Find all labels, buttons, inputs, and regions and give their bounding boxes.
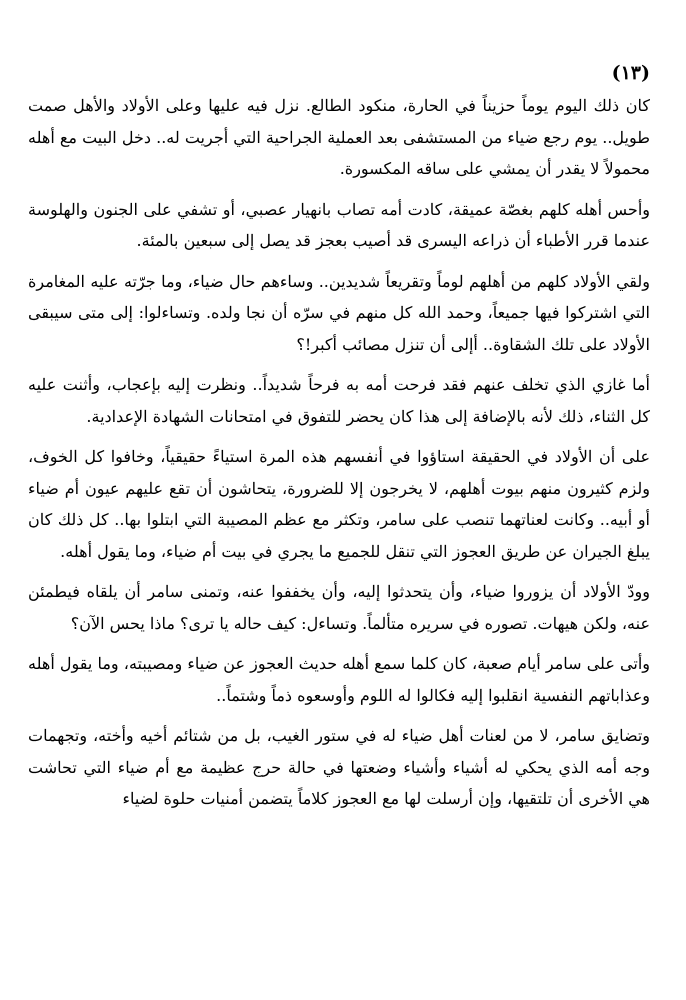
paragraph-7: وأتى على سامر أيام صعبة، كان كلما سمع أهله حديث العجوز عن ضياء ومصيبته، وما يقول أهله وعذاباتهم النفسية انقلبوا إليه فكالوا له اللوم وأوسعوه ذماً وشتماً..: [28, 654, 650, 705]
chapter-number: (١٣): [611, 62, 650, 84]
paragraph-1: كان ذلك اليوم يوماً حزيناً في الحارة، منكود الطالع. نزل فيه عليها وعلى الأولاد والأهل صمت طويل.. يوم رجع ضياء من المستشفى بعد العملية الجراحية التي أجريت له.. دخل البيت مع أهله محمولاً لا يقدر أن يمشي على ساقه المكسورة.: [28, 96, 651, 178]
paragraph-6: وودّ الأولاد أن يزوروا ضياء، وأن يتحدثوا إليه، وأن يخففوا عنه، وتمنى سامر أن يلقاه فيطمئن عنه، ولكن هيهات. تصوره في سريره متألماً. وتساءل: كيف حاله يا ترى؟ ماذا يحس الآن؟: [28, 582, 650, 633]
paragraph-2: وأحس أهله كلهم بغصّة عميقة، كادت أمه تصاب بانهيار عصبي، أو تشفي على الجنون والهلوسة عندما قرر الأطباء أن ذراعه اليسرى قد أصيب بعجز قد يصل إلى سبعين بالمئة.: [28, 199, 650, 250]
paragraph-3: ولقي الأولاد كلهم من أهلهم لوماً وتقريعاً شديدين.. وساءهم حال ضياء، وما جرّته عليه المغامرة التي اشتركوا فيها جميعاً، وحمد الله كل منهم في سرّه أن نجا ولده. وتساءلوا: إلى متى سيبقى الأولاد على تلك الشقاوة.. أإلى أن تنزل مصائب أكبر!؟: [28, 271, 650, 354]
paragraph-8: وتضايق سامر، لا من لعنات أهل ضياء له في ستور الغيب، بل من شتائم أخيه وأخته، وتجهمات وجه أمه الذي يحكي له أشياء وأشياء وضعتها في حالة حرج عظيمة مع أم ضياء التي تحاشت هي الأخرى أن تلتقيها، وإن أرسلت لها مع العجوز كلاماً يتضمن أمنيات حلوة لضياء: [28, 726, 650, 808]
paragraph-5: على أن الأولاد في الحقيقة استاؤوا في أنفسهم هذه المرة استياءً حقيقياً، وخافوا كل الخوف، ولزم كثيرون منهم بيوت أهلهم، لا يخرجون إلا للضرورة، يتحاشون أن تقع عليهم عيون أم ضياء أو أبيه.. وكانت لعناتهما تنصب على سامر، وتكثر مع عظم المصيبة التي ابتلوا بها.. كل ذلك كان يبلغ الجيران عن طريق العجوز التي تنقل للجميع ما يجري في بيت أم ضياء، وما يقول أهله.: [28, 447, 650, 561]
paragraph-4: أما غازي الذي تخلف عنهم فقد فرحت أمه به فرحاً شديداً.. ونظرت إليه بإعجاب، وأثنت عليه كل الثناء، ذلك لأنه بالإضافة إلى هذا كان يحضر للتفوق في امتحانات الشهادة الإعدادية.: [28, 375, 650, 426]
